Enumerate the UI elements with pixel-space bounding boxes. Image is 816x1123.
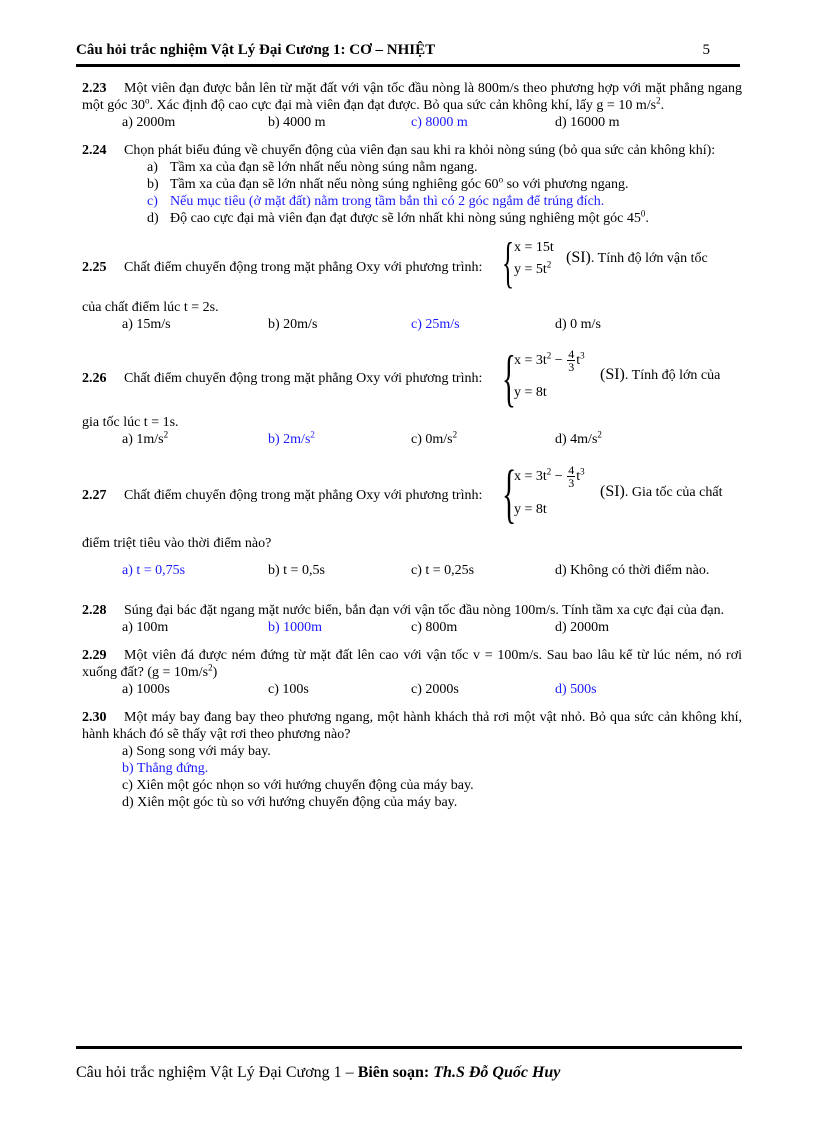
author-name: Th.S Đỗ Quốc Huy	[433, 1064, 561, 1081]
option-d[interactable]: d) Xiên một góc tù so với hướng chuyển động của máy bay.	[122, 795, 458, 810]
option-a[interactable]: a) 100m	[122, 620, 169, 635]
option-a[interactable]: a) 15m/s	[122, 317, 171, 332]
equation-system: x = 15t $y = 5t^2$	[514, 240, 554, 277]
option-d[interactable]: d) 16000 m	[555, 115, 620, 130]
statement-a[interactable]: a) Tầm xa của đạn sẽ lớn nhất nếu nòng súng nằm ngang.	[147, 160, 478, 175]
equation-system: $x = 3t^2$ − $\frac{4}{3}$ $t^3$ y = 8t	[514, 463, 585, 517]
question-number: 2.24	[82, 143, 107, 158]
question-2-28: 2.28 Súng đại bác đặt ngang mặt nước biển, bắn đạn với vận tốc đầu nòng 100m/s. Tính tầm xa cực đại của đạn. a) 100m b) 1000m c) 800m d) 2000m	[82, 602, 742, 637]
question-2-30: 2.30 Một máy bay đang bay theo phương ngang, một hành khách thả rơi một vật nhỏ. Bỏ qua sức cản không khí, hành khách đó sẽ thấy vật rơi theo phương nào? a) Song song với máy bay. b) Thẳng đứng. c) Xiên một góc nhọn so với hướng chuyển động của máy bay. d) Xiên một góc tù so với hướng chuyển động của máy bay.	[82, 710, 742, 810]
question-number: 2.28	[82, 603, 107, 618]
option-c[interactable]: c) t = 0,25s	[411, 563, 475, 578]
option-d-correct[interactable]: d) 500s	[555, 682, 597, 697]
statement-d[interactable]: d) Độ cao cực đại mà viên đạn đạt được sẽ lớn nhất khi nòng súng nghiêng một góc $45^0$.	[147, 208, 649, 226]
question-2-24: 2.24 Chọn phát biểu đúng về chuyển động của viên đạn sau khi ra khỏi nòng súng (bỏ qua sức cản không khí): a) Tầm xa của đạn sẽ lớn nhất nếu nòng súng nằm ngang. b) Tầm xa của đạn sẽ lớn nhất nếu nòng súng nghiêng góc 60$^o$ so với phương ngang. c) Nếu mục tiêu (ở mặt đất) nằm trong tầm bắn thì có 2 góc ngắm để trúng đích. d) Độ cao cực đại mà viên đạn đạt được sẽ lớn nhất khi nòng súng nghiêng một góc $45^0$.	[82, 142, 742, 227]
page-footer: Câu hỏi trắc nghiệm Vật Lý Đại Cương 1 – Biên soạn: Th.S Đỗ Quốc Huy	[76, 1064, 561, 1081]
option-b[interactable]: b) 4000 m	[268, 115, 326, 130]
question-number: 2.23	[82, 81, 107, 96]
fraction: $\frac{4}{3}$	[568, 463, 575, 491]
option-b[interactable]: b) 20m/s	[268, 317, 318, 332]
option-d[interactable]: d) 2000m	[555, 620, 610, 635]
option-c[interactable]: c) 2000s	[411, 682, 459, 697]
option-d[interactable]: d) $4m/s^2$	[555, 429, 602, 447]
option-c[interactable]: c) $0m/s^2$	[411, 429, 458, 447]
option-c[interactable]: c) 800m	[411, 620, 458, 635]
statement-c-correct[interactable]: c) Nếu mục tiêu (ở mặt đất) nằm trong tầm bắn thì có 2 góc ngắm để trúng đích.	[147, 194, 605, 209]
option-b-correct[interactable]: b) $2m/s^2$	[268, 429, 315, 447]
option-b-correct[interactable]: b) 1000m	[268, 620, 323, 635]
fraction: $\frac{4}{3}$	[568, 347, 575, 375]
question-2-27: 2.27 Chất điểm chuyển động trong mặt phẳng Oxy với phương trình: { $x = 3t^2$ − $\frac{4}{3}$ $t^3$ y = 8t (SI). Gia tốc của chất điểm triệt tiêu vào thời điểm nào? a) t = 0,75s b) t = 0,5s c) t = 0,25s d) Không có thời điểm nào.	[82, 459, 742, 580]
question-number: 2.29	[82, 648, 107, 663]
answer-options	[122, 681, 742, 699]
equation-brace: {	[502, 232, 515, 294]
question-2-29: 2.29 Một viên đá được ném đứng từ mặt đất lên cao với vận tốc v = 100m/s. Sau bao lâu kể từ lúc ném, nó rơi xuống đất? $(g = 10m/s^2)$ a) 1000s c) 100s c) 2000s d) 500s	[82, 648, 742, 697]
question-number: 2.26	[82, 371, 107, 386]
answer-options	[122, 316, 742, 334]
question-number: 2.25	[82, 260, 107, 275]
question-number: 2.27	[82, 488, 107, 503]
answer-options	[122, 431, 742, 449]
page-header	[76, 40, 740, 67]
option-c-correct[interactable]: c) 25m/s	[411, 317, 460, 332]
answer-options	[122, 562, 742, 580]
question-list	[82, 80, 742, 821]
equation-system: $x = 3t^2$ − $\frac{4}{3}$ $t^3$ y = 8t	[514, 347, 585, 400]
option-d[interactable]: d) 0 m/s	[555, 317, 601, 332]
option-b-correct[interactable]: b) Thẳng đứng.	[122, 761, 209, 776]
footer-divider	[76, 1046, 742, 1049]
answer-options	[122, 619, 742, 637]
question-number: 2.30	[82, 710, 107, 725]
question-2-25: 2.25 Chất điểm chuyển động trong mặt phẳng Oxy với phương trình: { x = 15t $y = 5t^2$ (SI). Tính độ lớn vận tốc của chất điểm lúc t = 2s. a) 15m/s b) 20m/s c) 25m/s d) 0 m/s	[82, 237, 742, 334]
page-number: 5	[702, 42, 710, 58]
header-title: Câu hỏi trắc nghiệm Vật Lý Đại Cương 1: CƠ – NHIỆT	[76, 42, 436, 58]
option-b[interactable]: c) 100s	[268, 682, 309, 697]
answer-options	[122, 114, 742, 132]
option-c[interactable]: c) Xiên một góc nhọn so với hướng chuyển động của máy bay.	[122, 778, 474, 793]
answer-list	[122, 743, 742, 811]
option-a[interactable]: a) 1000s	[122, 682, 170, 697]
statement-list	[147, 159, 742, 227]
question-2-26: 2.26 Chất điểm chuyển động trong mặt phẳng Oxy với phương trình: { $x = 3t^2$ − $\frac{4}{3}$ $t^3$ y = 8t (SI). Tính độ lớn của gia tốc lúc t = 1s. a) $1m/s^2$ b) $2m/s^2$ c) $0m/s^2$ d) $4m/s^2$	[82, 344, 742, 449]
option-c-correct[interactable]: c) 8000 m	[411, 115, 468, 130]
option-a[interactable]: a) 2000m	[122, 115, 176, 130]
equation-brace: {	[502, 457, 517, 530]
option-a[interactable]: a) $1m/s^2$	[122, 429, 169, 447]
option-b[interactable]: b) t = 0,5s	[268, 563, 325, 578]
question-2-23: 2.23 Một viên đạn được bắn lên từ mặt đất với vận tốc đầu nòng là 800m/s theo phương hợp với mặt phẳng ngang một góc 30$^o$. Xác định độ cao cực đại mà viên đạn đạt được. Bỏ qua sức cản không khí, lấy g = 10 $m/s^2$. a) 2000m b) 4000 m c) 8000 m d) 16000 m	[82, 81, 742, 130]
statement-b[interactable]: b) Tầm xa của đạn sẽ lớn nhất nếu nòng súng nghiêng góc 60$^o$ so với phương ngang.	[147, 174, 629, 192]
option-a[interactable]: a) Song song với máy bay.	[122, 744, 271, 759]
equation-brace: {	[502, 342, 516, 413]
option-a-correct[interactable]: a) t = 0,75s	[122, 563, 186, 578]
option-d[interactable]: d) Không có thời điểm nào.	[555, 563, 710, 578]
